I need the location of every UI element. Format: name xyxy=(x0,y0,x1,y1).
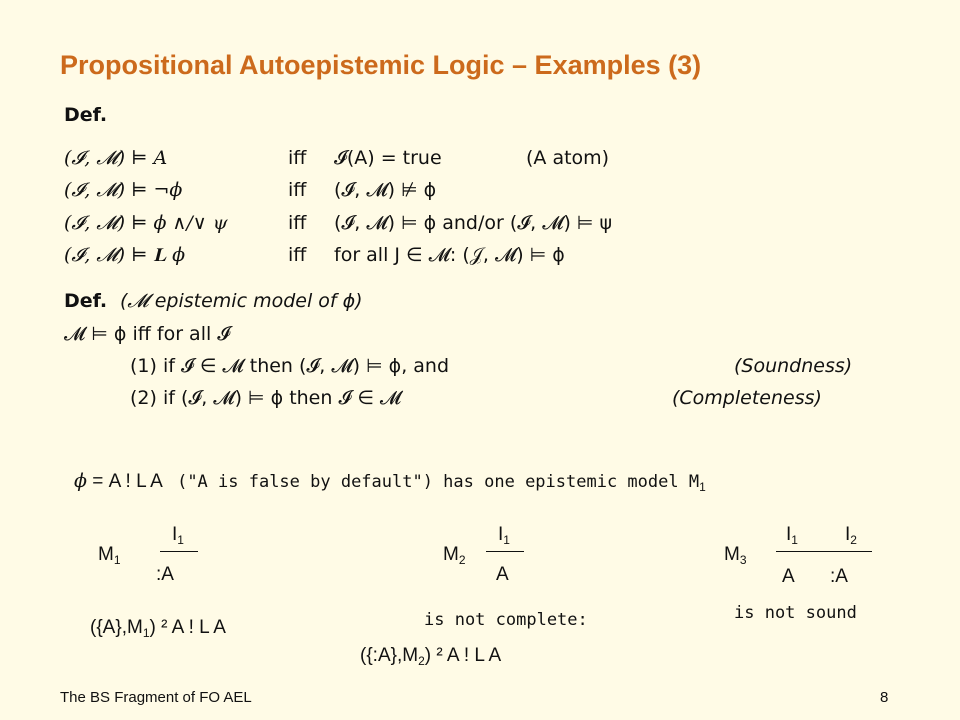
m2-label: $M_2$ xyxy=(443,544,466,567)
m1-value: :A xyxy=(156,564,174,585)
def2-header: (𝓜 epistemic model of ϕ) xyxy=(120,290,363,312)
def1-row1-lhs: (𝓘, 𝓜) ⊨ A xyxy=(64,147,168,169)
def1-row4-lhs: (𝓘, 𝓜) ⊨ 𝐋 ϕ xyxy=(64,244,186,266)
example-formula: = A ! L A xyxy=(92,471,162,492)
def2-label: Def. xyxy=(64,290,108,312)
phi-symbol: ϕ xyxy=(74,470,87,492)
m1-note: $(\{A\},M_1)$ ² A ! L A xyxy=(90,617,226,640)
m1-label: $M_1$ xyxy=(98,544,121,567)
def1-row2-lhs: (𝓘, 𝓜) ⊨ ¬ϕ xyxy=(64,179,183,201)
m3-rule xyxy=(776,551,872,552)
def1-row4-iff: iff xyxy=(288,244,307,266)
m3-interp2: $I_2$ xyxy=(845,524,857,547)
m3-interp1: $I_1$ xyxy=(786,524,798,547)
m3-label: $M_3$ xyxy=(724,544,747,567)
def2-line1: 𝓜 ⊨ ϕ iff for all 𝓘 xyxy=(64,323,231,345)
def1-row3-lhs: (𝓘, 𝓜) ⊨ ϕ ∧/∨ ψ xyxy=(64,212,228,234)
def1-row2-iff: iff xyxy=(288,179,307,201)
def1-row2-rhs: (𝓘, 𝓜) ⊭ ϕ xyxy=(334,179,437,201)
def2-item1: (1) if 𝓘 ∈ 𝓜 then (𝓘, 𝓜) ⊨ ϕ, and xyxy=(130,355,450,377)
m2-value: A xyxy=(496,564,509,585)
m2-note: is not complete: xyxy=(424,610,588,630)
def2-item2: (2) if (𝓘, 𝓜) ⊨ ϕ then 𝓘 ∈ 𝓜 xyxy=(130,387,402,409)
m3-note: is not sound xyxy=(734,603,857,623)
example-sub: 1 xyxy=(699,480,706,494)
def1-row1-rhs: 𝓘(A) = true xyxy=(334,147,442,169)
slide-title: Propositional Autoepistemic Logic – Examples (3) xyxy=(60,50,702,80)
m2-interp: $I_1$ xyxy=(498,524,510,547)
def1-row1-iff: iff xyxy=(288,147,307,169)
def1-row1-note: (A atom) xyxy=(526,147,610,169)
example-description: ("A is false by default") has one epistemic model M xyxy=(177,472,700,492)
footer-left: The BS Fragment of FO AEL xyxy=(60,689,252,706)
def1-row3-rhs: (𝓘, 𝓜) ⊨ ϕ and/or (𝓘, 𝓜) ⊨ ψ xyxy=(334,212,613,234)
m1-rule xyxy=(160,551,198,552)
m3-value1: A xyxy=(782,566,795,587)
def2-item2-tag: (Completeness) xyxy=(672,387,822,409)
def2-item1-tag: (Soundness) xyxy=(734,355,853,377)
m2-rule xyxy=(486,551,524,552)
m1-interp: $I_1$ xyxy=(172,524,184,547)
page-number: 8 xyxy=(880,689,889,706)
def1-row3-iff: iff xyxy=(288,212,307,234)
def1-label: Def. xyxy=(64,104,108,126)
example-line xyxy=(74,470,706,494)
m3-value2: :A xyxy=(830,566,848,587)
m2-note2: $(\{:A\},M_2)$ ² A ! L A xyxy=(360,645,502,668)
def1-row4-rhs: for all J ∈ 𝓜: (𝒥, 𝓜) ⊨ ϕ xyxy=(334,244,565,266)
